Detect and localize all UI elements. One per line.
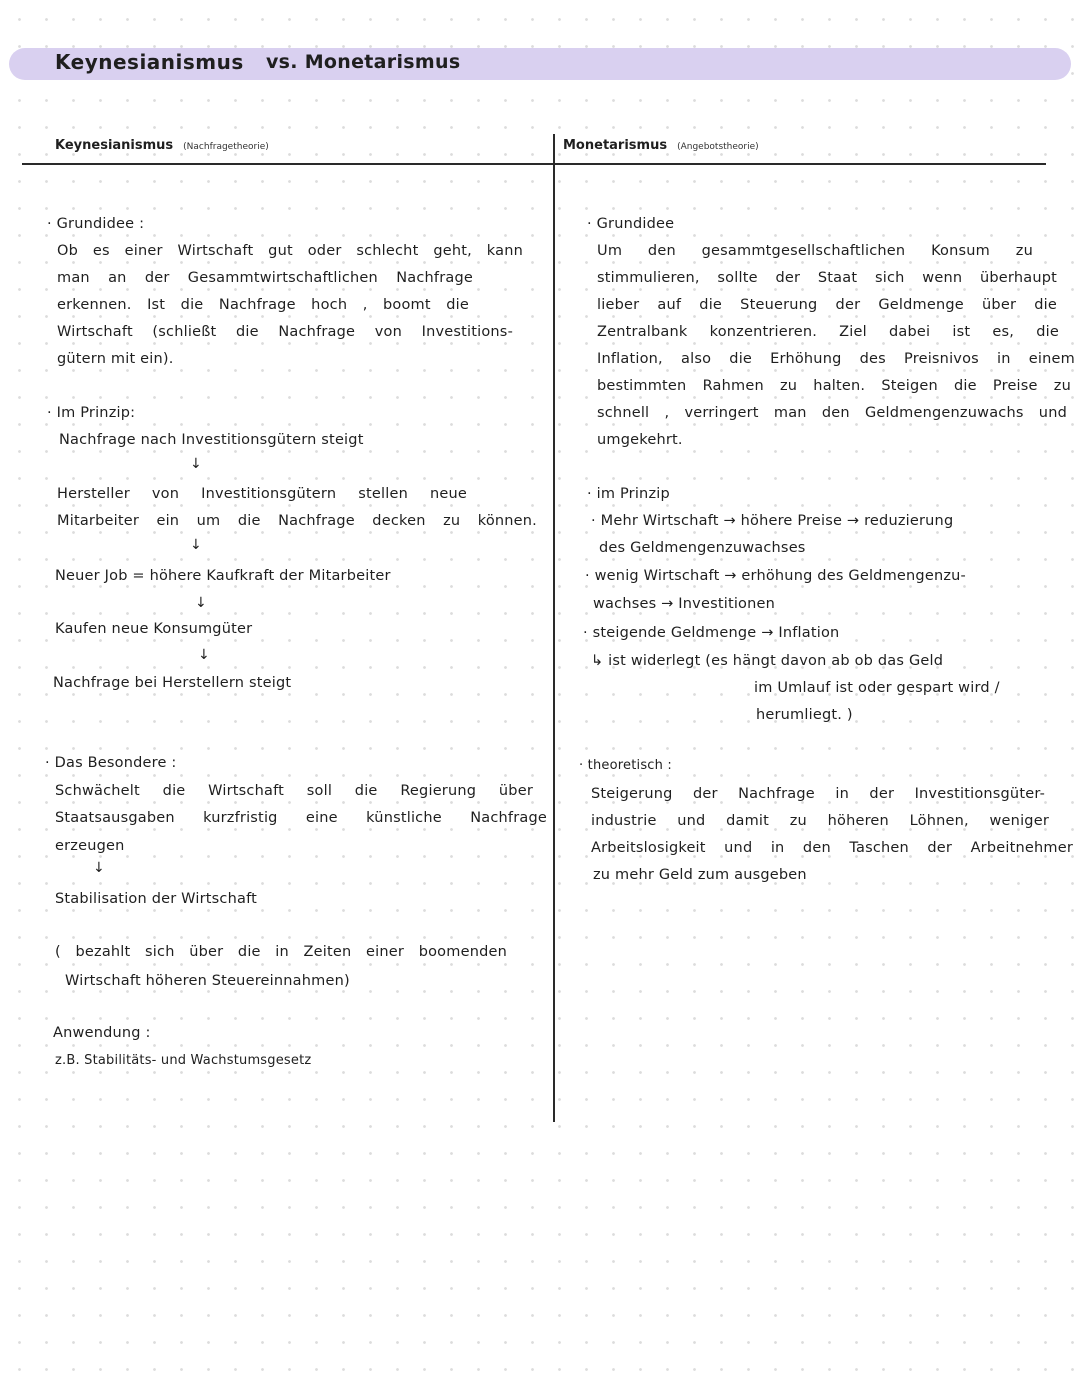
- left-paren-line: Wirtschaft höheren Steuereinnahmen): [65, 973, 350, 989]
- down-arrow-icon: ↓: [198, 647, 210, 663]
- right-column-heading: [563, 138, 759, 153]
- left-besondere-label: · Das Besondere :: [45, 755, 177, 771]
- down-arrow-icon: ↓: [190, 456, 202, 472]
- right-prinzip-line: herumliegt. ): [756, 707, 853, 723]
- chain-step: Kaufen neue Konsumgüter: [55, 621, 253, 637]
- right-prinzip-line: wachses → Investitionen: [593, 596, 776, 612]
- header-divider: [22, 163, 1046, 165]
- right-theoretisch-line: industrie und damit zu höheren Löhnen, weniger: [591, 813, 1049, 829]
- right-grundidee-line: Inflation, also die Erhöhung des Preisnivos in einem: [597, 351, 1075, 367]
- down-arrow-icon: ↓: [190, 537, 202, 553]
- left-grundidee-line: Wirtschaft (schließt die Nachfrage von Investitions-: [57, 324, 513, 340]
- right-prinzip-line: · Mehr Wirtschaft → höhere Preise → reduzierung: [591, 513, 954, 529]
- chain-step: Nachfrage nach Investitionsgütern steigt: [59, 432, 364, 448]
- left-column-heading: [55, 138, 269, 153]
- right-heading-text: Monetarismus: [563, 138, 668, 153]
- right-grundidee-line: stimmulieren, sollte der Staat sich wenn überhaupt: [597, 270, 1057, 286]
- right-prinzip-line: · wenig Wirtschaft → erhöhung des Geldmengenzu-: [585, 568, 966, 584]
- left-heading-note: (Nachfragetheorie): [183, 142, 269, 152]
- left-grundidee-line: erkennen. Ist die Nachfrage hoch , boomt die: [57, 297, 469, 313]
- left-grundidee-line: man an der Gesammtwirtschaftlichen Nachfrage: [57, 270, 473, 286]
- right-theoretisch-line: Steigerung der Nachfrage in der Investitionsgüter-: [591, 786, 1045, 802]
- right-prinzip-line: im Umlauf ist oder gespart wird /: [754, 680, 1000, 696]
- right-prinzip-line: ↳ ist widerlegt (es hängt davon ab ob das Geld: [591, 653, 944, 669]
- right-grundidee-line: schnell , verringert man den Geldmengenzuwachs und: [597, 405, 1067, 421]
- left-prinzip-label: · Im Prinzip:: [47, 405, 136, 421]
- left-grundidee-label: · Grundidee :: [47, 216, 145, 232]
- right-grundidee-line: Zentralbank konzentrieren. Ziel dabei ist es, die: [597, 324, 1059, 340]
- left-besondere-line: erzeugen: [55, 838, 125, 854]
- left-besondere-line: Stabilisation der Wirtschaft: [55, 891, 258, 907]
- left-paren-line: ( bezahlt sich über die in Zeiten einer boomenden: [55, 944, 507, 960]
- right-prinzip-line: des Geldmengenzuwachses: [599, 540, 806, 556]
- page-title: Keynesianismus: [55, 50, 244, 74]
- chain-step: Nachfrage bei Herstellern steigt: [53, 675, 292, 691]
- left-besondere-line: Staatsausgaben kurzfristig eine künstliche Nachfrage: [55, 810, 547, 826]
- right-grundidee-label: · Grundidee: [587, 216, 675, 232]
- right-theoretisch-line: zu mehr Geld zum ausgeben: [593, 867, 807, 883]
- right-grundidee-line: Um den gesammtgesellschaftlichen Konsum zu: [597, 243, 1033, 259]
- left-grundidee-line: gütern mit ein).: [57, 351, 174, 367]
- left-heading-text: Keynesianismus: [55, 138, 174, 153]
- right-theoretisch-line: Arbeitslosigkeit und in den Taschen der Arbeitnehmer: [591, 840, 1073, 856]
- right-prinzip-label: · im Prinzip: [587, 486, 670, 502]
- right-grundidee-line: bestimmten Rahmen zu halten. Steigen die Preise zu: [597, 378, 1071, 394]
- chain-step: Neuer Job = höhere Kaufkraft der Mitarbeiter: [55, 568, 391, 584]
- right-theoretisch-label: · theoretisch :: [579, 758, 672, 773]
- column-divider: [553, 134, 555, 1122]
- page-title-vs: vs. Monetarismus: [266, 51, 461, 73]
- left-anwendung-text: z.B. Stabilitäts- und Wachstumsgesetz: [55, 1053, 312, 1068]
- left-grundidee-line: Ob es einer Wirtschaft gut oder schlecht geht, kann: [57, 243, 523, 259]
- down-arrow-icon: ↓: [195, 595, 207, 611]
- right-grundidee-line: umgekehrt.: [597, 432, 683, 448]
- right-grundidee-line: lieber auf die Steuerung der Geldmenge über die: [597, 297, 1057, 313]
- right-prinzip-line: · steigende Geldmenge → Inflation: [583, 625, 840, 641]
- left-anwendung-label: Anwendung :: [53, 1025, 151, 1041]
- chain-step: Mitarbeiter ein um die Nachfrage decken zu können.: [57, 513, 537, 529]
- chain-step: Hersteller von Investitionsgütern stellen neue: [57, 486, 467, 502]
- left-besondere-line: Schwächelt die Wirtschaft soll die Regierung über: [55, 783, 533, 799]
- down-arrow-icon: ↓: [93, 860, 105, 876]
- right-heading-note: (Angebotstheorie): [677, 142, 759, 152]
